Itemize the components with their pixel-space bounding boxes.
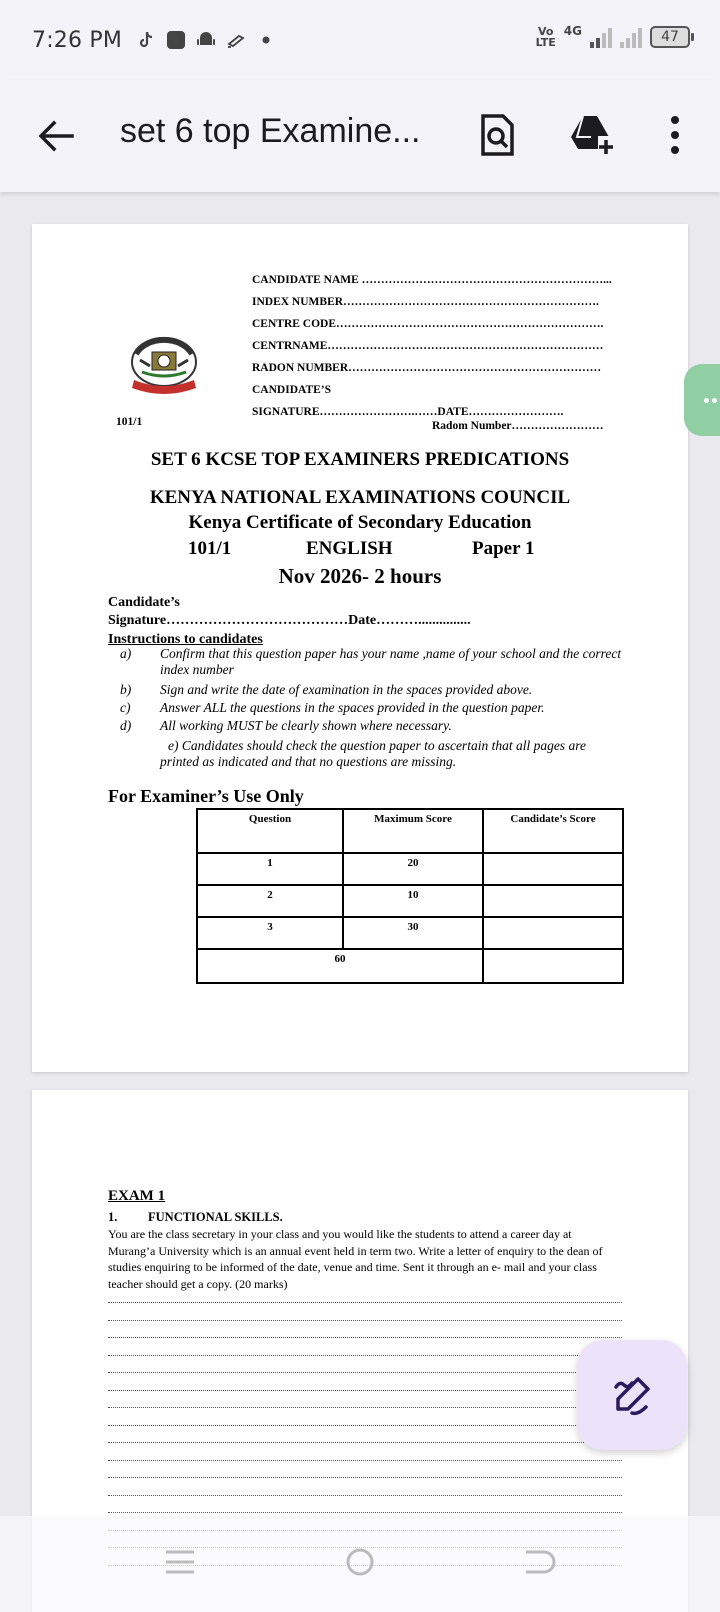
instruction-item: b) Sign and write the date of examination in the spaces provided above. — [120, 682, 533, 697]
answer-line — [108, 1320, 622, 1321]
question-title: FUNCTIONAL SKILLS. — [148, 1210, 283, 1224]
answer-line — [108, 1355, 622, 1356]
question-body: You are the class secretary in your class and you would like the students to attend a career day at Murang’a University which is an annual event held in term two. Write a letter of enquiry to the dean of studies enquiring to be informed of the date, venue and time. Sent it through an e- mail and your class teacher should get a copy. (20 marks) — [108, 1227, 603, 1291]
volte-indicator: Vo LTE — [535, 25, 556, 49]
score-table — [196, 808, 624, 984]
document-page-1[interactable] — [32, 224, 688, 1072]
back-icon[interactable] — [522, 1546, 558, 1578]
home-icon[interactable] — [342, 1546, 378, 1578]
status-time: 7:26 PM — [32, 27, 123, 53]
dot-icon — [256, 30, 276, 50]
question-number: 1. — [108, 1210, 118, 1224]
more-vert-icon[interactable] — [652, 112, 698, 158]
document-title: set 6 top Examine... — [120, 112, 421, 150]
answer-line — [108, 1302, 622, 1303]
recents-icon[interactable] — [162, 1546, 198, 1578]
table-row: 2 10 — [197, 885, 623, 917]
heading-certificate: Kenya Certificate of Secondary Education — [188, 512, 532, 533]
answer-line — [108, 1460, 622, 1461]
network-type: 4G — [563, 24, 582, 38]
candidate-fields: CANDIDATE NAME ………………………………………………………... INDEX NUMBER…………………………………………………………. CENTRE CODE……………………………………………………………. CENTRNAME……………………………………………………………… RADON NUMBER………………………………………………………… CANDIDATE’S SIGNATURE…………………….……DATE……………………. — [252, 274, 612, 418]
android-icon — [196, 30, 216, 50]
instructions-title: Instructions to candidates — [108, 632, 263, 647]
answer-line — [108, 1337, 622, 1338]
edit-fab-button[interactable] — [577, 1340, 687, 1450]
answer-line — [108, 1495, 622, 1496]
instruction-item: e) Candidates should check the question paper to ascertain that all pages are printed as indicated and that no questions are missing. — [160, 738, 586, 769]
navigation-bar — [0, 1516, 720, 1612]
exam-title: EXAM 1 — [108, 1188, 166, 1204]
examiner-use-title: For Examiner’s Use Only — [108, 786, 304, 806]
answer-line — [108, 1372, 622, 1373]
table-total-row: 60 — [197, 949, 623, 983]
edit-pen-icon — [610, 1373, 654, 1417]
table-header-row: Question Maximum Score Candidate’s Score — [197, 809, 623, 853]
battery-icon: 47 — [650, 26, 690, 48]
table-row: 1 20 — [197, 853, 623, 885]
cast-icon — [226, 30, 246, 50]
add-to-drive-icon[interactable] — [568, 112, 614, 158]
system-status — [536, 26, 690, 48]
candidate-signature: Candidate’s Signature…………………………………Date………............... — [108, 595, 471, 628]
answer-line — [108, 1512, 622, 1513]
table-row: 3 30 — [197, 917, 623, 949]
signal-icon-2 — [620, 26, 642, 48]
radom-number: Radom Number…………………… — [432, 420, 604, 432]
row-subject: ENGLISH — [306, 538, 393, 559]
status-bar — [0, 0, 720, 80]
tiktok-icon — [136, 30, 156, 50]
back-arrow-icon[interactable] — [36, 116, 76, 156]
heading-set: SET 6 KCSE TOP EXAMINERS PREDICATIONS — [150, 449, 570, 470]
notification-icons — [136, 30, 276, 50]
instruction-item: d) All working MUST be clearly shown where necessary. — [120, 718, 452, 733]
search-document-icon[interactable] — [474, 112, 520, 158]
knec-crest-logo — [126, 334, 202, 398]
heading-council: KENYA NATIONAL EXAMINATIONS COUNCIL — [149, 487, 571, 508]
answer-line — [108, 1425, 622, 1426]
heading-date: Nov 2026- 2 hours — [278, 564, 442, 588]
answer-line — [108, 1477, 622, 1478]
paper-code: 101/1 — [116, 416, 143, 428]
answer-line — [108, 1407, 622, 1408]
instruction-item: c) Answer ALL the questions in the spaces provided in the question paper. — [120, 700, 545, 715]
instruction-item: a) Confirm that this question paper has your name ,name of your school and the correct index number — [120, 646, 622, 677]
app-bar — [0, 80, 720, 192]
signal-icon — [590, 26, 612, 48]
answer-line — [108, 1442, 622, 1443]
row-paper: Paper 1 — [472, 538, 535, 559]
answer-line — [108, 1390, 622, 1391]
row-code: 101/1 — [188, 538, 232, 559]
app-icon — [166, 30, 186, 50]
side-panel-tab[interactable] — [684, 364, 720, 436]
